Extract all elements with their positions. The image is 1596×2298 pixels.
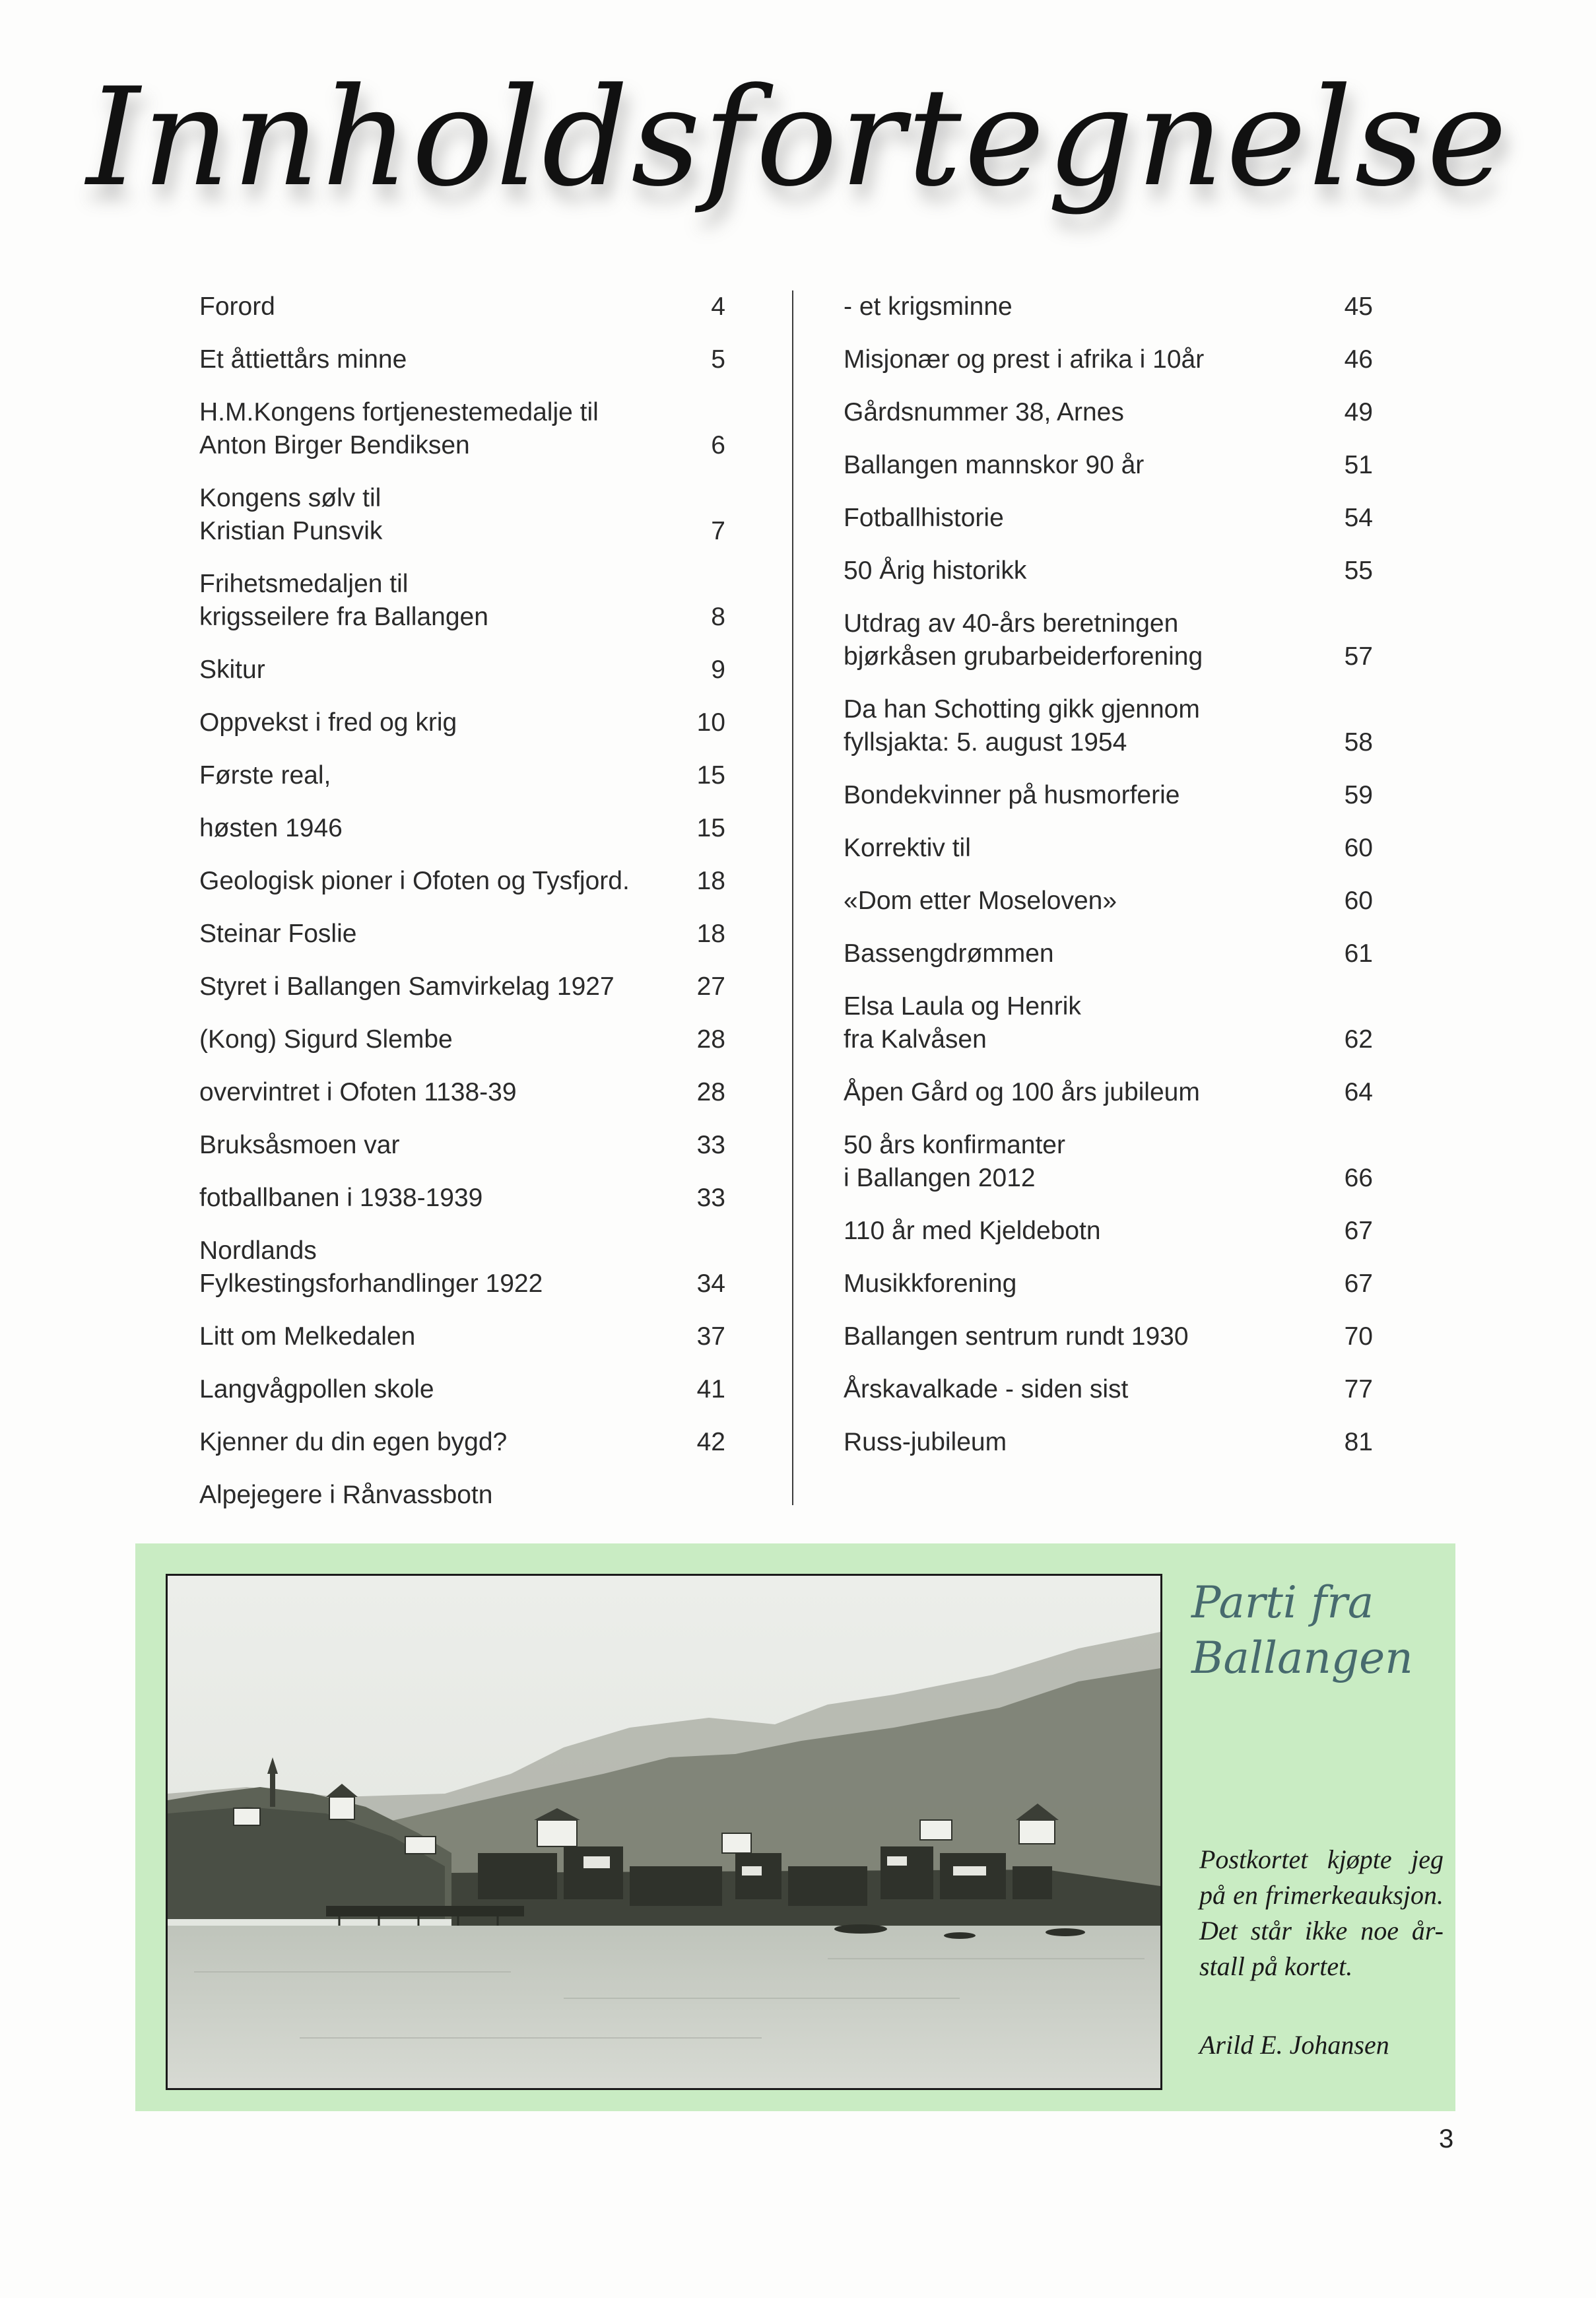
toc-entry-title-line: Åpen Gård og 100 års jubileum	[844, 1078, 1200, 1106]
toc-entry-title-line: Nordlands	[199, 1236, 317, 1265]
toc-entry	[199, 1459, 727, 1512]
toc-entry-page: 61	[1344, 939, 1373, 968]
toc-entry-title-line: Litt om Melkedalen	[199, 1322, 416, 1351]
toc-entry-title	[199, 865, 646, 898]
toc-entry	[844, 376, 1373, 429]
toc-entry	[199, 376, 727, 462]
toc-entry-title	[199, 396, 646, 462]
toc-entry-title-line: Anton Birger Bendiksen	[199, 431, 470, 459]
toc-entry-title-line: overvintret i Ofoten 1138-39	[199, 1078, 517, 1106]
toc-entry	[199, 548, 727, 634]
toc-entry-page: 10	[696, 708, 725, 737]
toc-entry-title-line: Kongens sølv til	[199, 484, 382, 512]
toc-entry-page: 67	[1344, 1217, 1373, 1245]
toc-entry-title-line: Årskavalkade - siden sist	[844, 1375, 1129, 1403]
toc-entry-page: 27	[696, 972, 725, 1001]
toc-entry	[199, 898, 727, 951]
toc-entry	[844, 1248, 1373, 1301]
toc-entry-title	[199, 812, 646, 845]
toc-entry-page: 4	[711, 292, 725, 321]
toc-entry-page: 45	[1344, 292, 1373, 321]
toc-entry	[844, 323, 1373, 376]
toc-entry	[199, 271, 727, 323]
toc-entry-title-line: Fotballhistorie	[844, 504, 1004, 532]
toc-entry	[199, 323, 727, 376]
toc-entry-title	[199, 343, 646, 376]
toc-entry-page: 64	[1344, 1078, 1373, 1106]
toc-entry	[844, 588, 1373, 673]
toc-entry	[199, 1109, 727, 1162]
toc-entry-title-line: Alpejegere i Rånvassbotn	[199, 1481, 493, 1509]
harbor-illustration	[168, 1576, 1160, 2088]
toc-entry	[199, 1406, 727, 1459]
toc-entry-page: 18	[696, 867, 725, 895]
toc-entry-title-line: Kjenner du din egen bygd?	[199, 1428, 508, 1456]
toc-entry-page: 57	[1344, 642, 1373, 671]
toc-entry-page: 34	[696, 1269, 725, 1298]
toc-entry-page: 59	[1344, 781, 1373, 809]
toc-entry	[844, 970, 1373, 1056]
toc-entry-title-line: fra Kalvåsen	[844, 1025, 987, 1054]
toc-entry	[199, 792, 727, 845]
toc-entry	[844, 535, 1373, 588]
toc-entry-title-line: Misjonær og prest i afrika i 10år	[844, 345, 1205, 374]
toc-entry	[199, 1215, 727, 1301]
toc-entry-page: 60	[1344, 887, 1373, 915]
toc-entry-page: 7	[711, 517, 725, 545]
toc-entry-title	[199, 1426, 646, 1459]
toc-entry-title-line: H.M.Kongens fortjenestemedalje til	[199, 398, 599, 426]
toc-entry-title	[844, 502, 1294, 535]
toc-entry-title	[844, 1215, 1294, 1248]
toc-entry-title-line: Ballangen sentrum rundt 1930	[844, 1322, 1189, 1351]
toc-entry-page: 67	[1344, 1269, 1373, 1298]
toc-entry-title-line: Da han Schotting gikk gjennom	[844, 695, 1200, 724]
toc-entry-title	[844, 555, 1294, 588]
toc-entry-title-line: Første real,	[199, 761, 331, 790]
toc-entry-page: 70	[1344, 1322, 1373, 1351]
toc-entry-title-line: Fylkestingsforhandlinger 1922	[199, 1269, 543, 1298]
toc-entry-title-line: Oppvekst i fred og krig	[199, 708, 457, 737]
toc-entry-title-line: fotballbanen i 1938-1939	[199, 1184, 483, 1212]
toc-entry-page: 41	[696, 1375, 725, 1403]
toc-entry-title-line: i Ballangen 2012	[844, 1164, 1036, 1192]
toc-entry	[844, 673, 1373, 759]
toc-entry-title-line: Ballangen mannskor 90 år	[844, 451, 1145, 479]
toc-entry-page: 62	[1344, 1025, 1373, 1054]
toc-entry-page: 51	[1344, 451, 1373, 479]
toc-entry-title-line: Utdrag av 40-års beretningen	[844, 609, 1179, 638]
toc-entry-page: 81	[1344, 1428, 1373, 1456]
toc-entry	[844, 1301, 1373, 1353]
toc-entry-title	[199, 1479, 646, 1512]
toc-entry-title-line: Bondekvinner på husmorferie	[844, 781, 1180, 809]
toc-entry-title	[844, 990, 1294, 1056]
toc-entry-title	[199, 568, 646, 634]
toc-entry-page: 8	[711, 603, 725, 631]
toc-entry-title-line: Elsa Laula og Henrik	[844, 992, 1081, 1021]
toc-entry-title	[844, 937, 1294, 970]
toc-entry-page: 42	[696, 1428, 725, 1456]
toc-entry	[844, 482, 1373, 535]
toc-entry-title	[844, 693, 1294, 759]
toc-entry-title-line: 110 år med Kjeldebotn	[844, 1217, 1101, 1245]
toc-entry-page: 66	[1344, 1164, 1373, 1192]
feature-author: Arild E. Johansen	[1199, 2030, 1389, 2060]
toc-entry-title	[844, 290, 1294, 323]
page-number: 3	[1439, 2124, 1454, 2153]
toc-entry	[844, 812, 1373, 865]
toc-entry-page: 33	[696, 1184, 725, 1212]
column-divider	[792, 290, 793, 1505]
toc-entry-title-line: (Kong) Sigurd Slembe	[199, 1025, 453, 1054]
toc-entry	[844, 1109, 1373, 1195]
toc-entry	[199, 634, 727, 687]
toc-entry-title-line: Kristian Punsvik	[199, 517, 383, 545]
toc-entry	[844, 1056, 1373, 1109]
toc-entry-title	[199, 290, 646, 323]
toc-entry-title-line: krigsseilere fra Ballangen	[199, 603, 488, 631]
toc-entry-title-line: Frihetsmedaljen til	[199, 570, 409, 598]
toc-entry-title	[844, 779, 1294, 812]
toc-entry-title-line: Gårdsnummer 38, Arnes	[844, 398, 1124, 426]
feature-box	[135, 1543, 1455, 2111]
toc-entry	[844, 429, 1373, 482]
toc-entry-title	[844, 885, 1294, 918]
toc-entry	[199, 687, 727, 739]
toc-entry-page: 60	[1344, 834, 1373, 862]
toc-entry-title	[199, 1320, 646, 1353]
toc-entry-title	[199, 1076, 646, 1109]
toc-entry-page: 37	[696, 1322, 725, 1351]
toc-entry-title-line: 50 Årig historikk	[844, 557, 1027, 585]
toc-entry-page: 77	[1344, 1375, 1373, 1403]
toc-entry-title-line: Langvågpollen skole	[199, 1375, 434, 1403]
toc-entry-title-line: «Dom etter Moseloven»	[844, 887, 1117, 915]
toc-entry-title	[844, 449, 1294, 482]
toc-entry-title	[199, 1182, 646, 1215]
toc-entry-title	[844, 1320, 1294, 1353]
toc-entry-page: 55	[1344, 557, 1373, 585]
toc-entry	[199, 1003, 727, 1056]
toc-entry-title-line: Skitur	[199, 656, 265, 684]
toc-entry-title	[199, 1129, 646, 1162]
toc-entry-title	[844, 832, 1294, 865]
toc-entry-title-line: 50 års konfirmanter	[844, 1131, 1065, 1159]
toc-entry-title	[199, 654, 646, 687]
toc-entry-page: 54	[1344, 504, 1373, 532]
page-title: Innholdsfortegnelse	[86, 59, 1510, 217]
toc-entry-title-line: Bassengdrømmen	[844, 939, 1054, 968]
toc-entry	[844, 759, 1373, 812]
toc-entry-title-line: Forord	[199, 292, 275, 321]
toc-entry-title-line: Bruksåsmoen var	[199, 1131, 400, 1159]
toc-entry-title	[199, 1023, 646, 1056]
toc-entry-page: 33	[696, 1131, 725, 1159]
toc-entry	[199, 1056, 727, 1109]
toc-entry-page: 5	[711, 345, 725, 374]
toc-entry-page: 28	[696, 1025, 725, 1054]
toc-entry	[844, 865, 1373, 918]
feature-title: Parti fra Ballangen	[1191, 1577, 1413, 1683]
toc-entry-title-line: høsten 1946	[199, 814, 343, 842]
toc-entry-page: 15	[696, 761, 725, 790]
toc-entry	[844, 1195, 1373, 1248]
toc-entry-page: 15	[696, 814, 725, 842]
toc-entry-title	[844, 396, 1294, 429]
toc-entry-title-line: Et åttiettårs minne	[199, 345, 407, 374]
toc-entry-title-line: Korrektiv til	[844, 834, 971, 862]
toc-entry	[844, 1406, 1373, 1459]
toc-entry-title	[199, 970, 646, 1003]
toc-entry-title	[844, 1426, 1294, 1459]
toc-entry-page: 9	[711, 656, 725, 684]
toc-entry-title	[199, 1373, 646, 1406]
toc-entry-title	[844, 1267, 1294, 1301]
toc-entry-title-line: Musikkforening	[844, 1269, 1017, 1298]
toc-entry-title	[844, 607, 1294, 673]
toc-entry-page: 28	[696, 1078, 725, 1106]
toc-entry-title-line: Steinar Foslie	[199, 920, 357, 948]
toc-entry-title-line: Styret i Ballangen Samvirkelag 1927	[199, 972, 615, 1001]
toc-entry	[199, 1162, 727, 1215]
toc-entry	[844, 271, 1373, 323]
toc-entry-title	[844, 343, 1294, 376]
toc-entry-title	[199, 706, 646, 739]
toc-entry-title-line: - et krigsminne	[844, 292, 1013, 321]
toc-entry	[199, 1301, 727, 1353]
toc-entry-title	[199, 1234, 646, 1301]
feature-caption: Postkortet kjøpte jeg på en frimerkeauksjon. Det står ikke noe år-stall på kortet.	[1199, 1844, 1444, 1981]
toc-entry	[199, 845, 727, 898]
toc-left-column	[199, 271, 727, 1512]
toc-entry-title-line: Russ-jubileum	[844, 1428, 1007, 1456]
toc-entry-title	[844, 1129, 1294, 1195]
toc-entry-page: 46	[1344, 345, 1373, 374]
toc-entry-title-line: Geologisk pioner i Ofoten og Tysfjord.	[199, 867, 630, 895]
toc-entry-title-line: bjørkåsen grubarbeiderforening	[844, 642, 1203, 671]
toc-entry-page: 58	[1344, 728, 1373, 757]
toc-entry	[199, 951, 727, 1003]
toc-entry-title	[199, 759, 646, 792]
toc-entry-title	[199, 482, 646, 548]
toc-entry	[199, 1353, 727, 1406]
toc-entry	[844, 918, 1373, 970]
toc-entry	[199, 462, 727, 548]
toc-entry-page: 49	[1344, 398, 1373, 426]
toc-entry	[844, 1353, 1373, 1406]
toc-entry-title	[844, 1076, 1294, 1109]
toc-entry	[199, 739, 727, 792]
toc-entry-title	[199, 918, 646, 951]
toc-right-column	[844, 271, 1373, 1459]
toc-entry-title-line: fyllsjakta: 5. august 1954	[844, 728, 1127, 757]
toc-entry-title	[844, 1373, 1294, 1406]
harbor-photo	[166, 1574, 1162, 2090]
toc-entry-page: 6	[711, 431, 725, 459]
toc-entry-page: 18	[696, 920, 725, 948]
